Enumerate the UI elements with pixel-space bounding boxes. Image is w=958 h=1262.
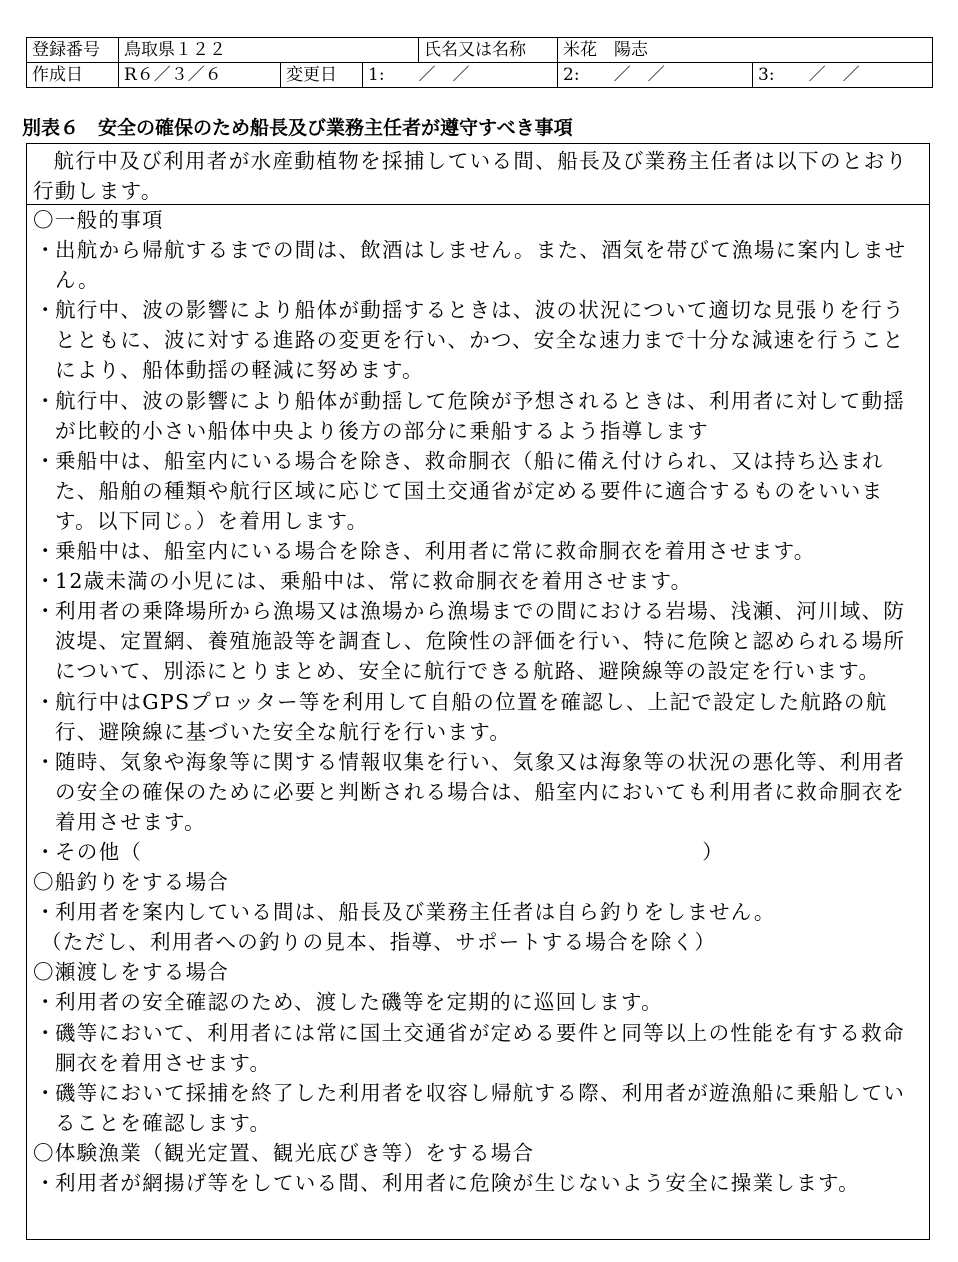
list-item: ・ 磯等において採捕を終了した利用者を収容し帰航する際、利用者が遊漁船に乗船していることを確認します。 (33, 1078, 923, 1138)
other-item (33, 837, 923, 867)
bullet: ・ (35, 388, 57, 413)
bullet: ・ (35, 839, 57, 864)
list-item: ・ 利用者が網揚げ等をしている間、利用者に危険が生じないよう安全に操業します。 (33, 1168, 923, 1198)
bullet: ・ (35, 990, 57, 1015)
registration-row-1 (27, 38, 933, 63)
section-title-ferry: 〇瀬渡しをする場合 (33, 960, 230, 985)
bullet: ・ (35, 599, 57, 624)
ferry-list (33, 987, 923, 1137)
intro-text: 航行中及び利用者が水産動植物を採捕している間、船長及び業務主任者は以下のとおり行動します。 (33, 149, 908, 203)
list-item: ・ 利用者の安全確認のため、渡した磯等を定期的に巡回します。 (33, 987, 923, 1017)
other-open: その他（ (55, 839, 143, 864)
bullet: ・ (35, 569, 57, 594)
registration-row-2 (27, 63, 933, 88)
bullet: ・ (35, 1020, 57, 1045)
reg-no-label: 登録番号 (27, 38, 119, 63)
rules-box (26, 204, 930, 1240)
list-item: ・ 12歳未満の小児には、乗船中は、常に救命胴衣を着用させます。 (33, 566, 923, 596)
bullet: ・ (35, 1171, 57, 1195)
name-label: 氏名又は名称 (419, 38, 558, 63)
list-item: ・ 利用者を案内している間は、船長及び業務主任者は自ら釣りをしません。 (33, 897, 923, 927)
list-item: ・ 航行中、波の影響により船体が動揺して危険が予想されるときは、利用者に対して動揺が比較的小さい船体中央より後方の部分に乗船するよう指導します (33, 386, 923, 446)
name-value: 米花 陽志 (558, 38, 933, 63)
intro-box (26, 143, 930, 205)
list-item: ・ 利用者の乗降場所から漁場又は漁場から漁場までの間における岩場、浅瀬、河川域、防波堤、定置網、養殖施設等を調査し、危険性の評価を行い、特に危険と認められる場所について、別添にとりまとめ、安全に航行できる航路、避険線等の設定を行います。 (33, 596, 923, 686)
page-title: 別表６ 安全の確保のため船長及び業務主任者が遵守すべき事項 (22, 117, 573, 139)
bullet: ・ (35, 900, 57, 925)
section-title-fishing: 〇船釣りをする場合 (33, 870, 230, 895)
created-value: R６／３／６ (119, 63, 281, 88)
bullet: ・ (35, 539, 57, 564)
change-date-2: 2: ／ ／ (558, 63, 753, 88)
change-date-1: 1: ／ ／ (363, 63, 558, 88)
list-item: ・ 乗船中は、船室内にいる場合を除き、利用者に常に救命胴衣を着用させます。 (33, 536, 923, 566)
section-title-experience: 〇体験漁業（観光定置、観光底びき等）をする場合 (33, 1140, 535, 1165)
list-item: ・ 航行中はGPSプロッター等を利用して自船の位置を確認し、上記で設定した航路の航行、避険線に基づいた安全な航行を行います。 (33, 687, 923, 747)
fishing-note: （ただし、利用者への釣りの見本、指導、サポートする場合を除く） (41, 930, 717, 955)
experience-list (33, 1168, 923, 1198)
bullet: ・ (35, 749, 57, 774)
list-item: ・ 随時、気象や海象等に関する情報収集を行い、気象又は海象等の状況の悪化等、利用者の安全の確保のために必要と判断される場合は、船室内においても利用者に救命胴衣を着用させます。 (33, 747, 923, 837)
created-label: 作成日 (27, 63, 119, 88)
general-list (33, 235, 923, 867)
list-item: ・ 出航から帰航するまでの間は、飲酒はしません。また、酒気を帯びて漁場に案内しません。 (33, 235, 923, 295)
other-close: ） (702, 839, 725, 864)
change-date-3: 3: ／ ／ (753, 63, 933, 88)
list-item: ・ 航行中、波の影響により船体が動揺するときは、波の状況について適切な見張りを行うとともに、波に対する進路の変更を行い、かつ、安全な速力まで十分な減速を行うことにより、船体動揺の軽減に努めます。 (33, 295, 923, 385)
registration-table (26, 37, 933, 88)
bullet: ・ (35, 298, 57, 323)
bullet: ・ (35, 238, 57, 263)
bullet: ・ (35, 448, 57, 473)
section-title-general: 〇一般的事項 (33, 208, 164, 232)
fishing-list (33, 897, 923, 927)
changed-label: 変更日 (281, 63, 363, 88)
bullet: ・ (35, 1080, 57, 1105)
reg-no-value: 鳥取県１２２ (119, 38, 419, 63)
list-item: ・ 乗船中は、船室内にいる場合を除き、救命胴衣（船に備え付けられ、又は持ち込まれた、船舶の種類や航行区域に応じて国土交通省が定める要件に適合するものをいいます。以下同じ。）を着用します。 (33, 446, 923, 536)
list-item: ・ 磯等において、利用者には常に国土交通省が定める要件と同等以上の性能を有する救命胴衣を着用させます。 (33, 1018, 923, 1078)
bullet: ・ (35, 689, 57, 714)
